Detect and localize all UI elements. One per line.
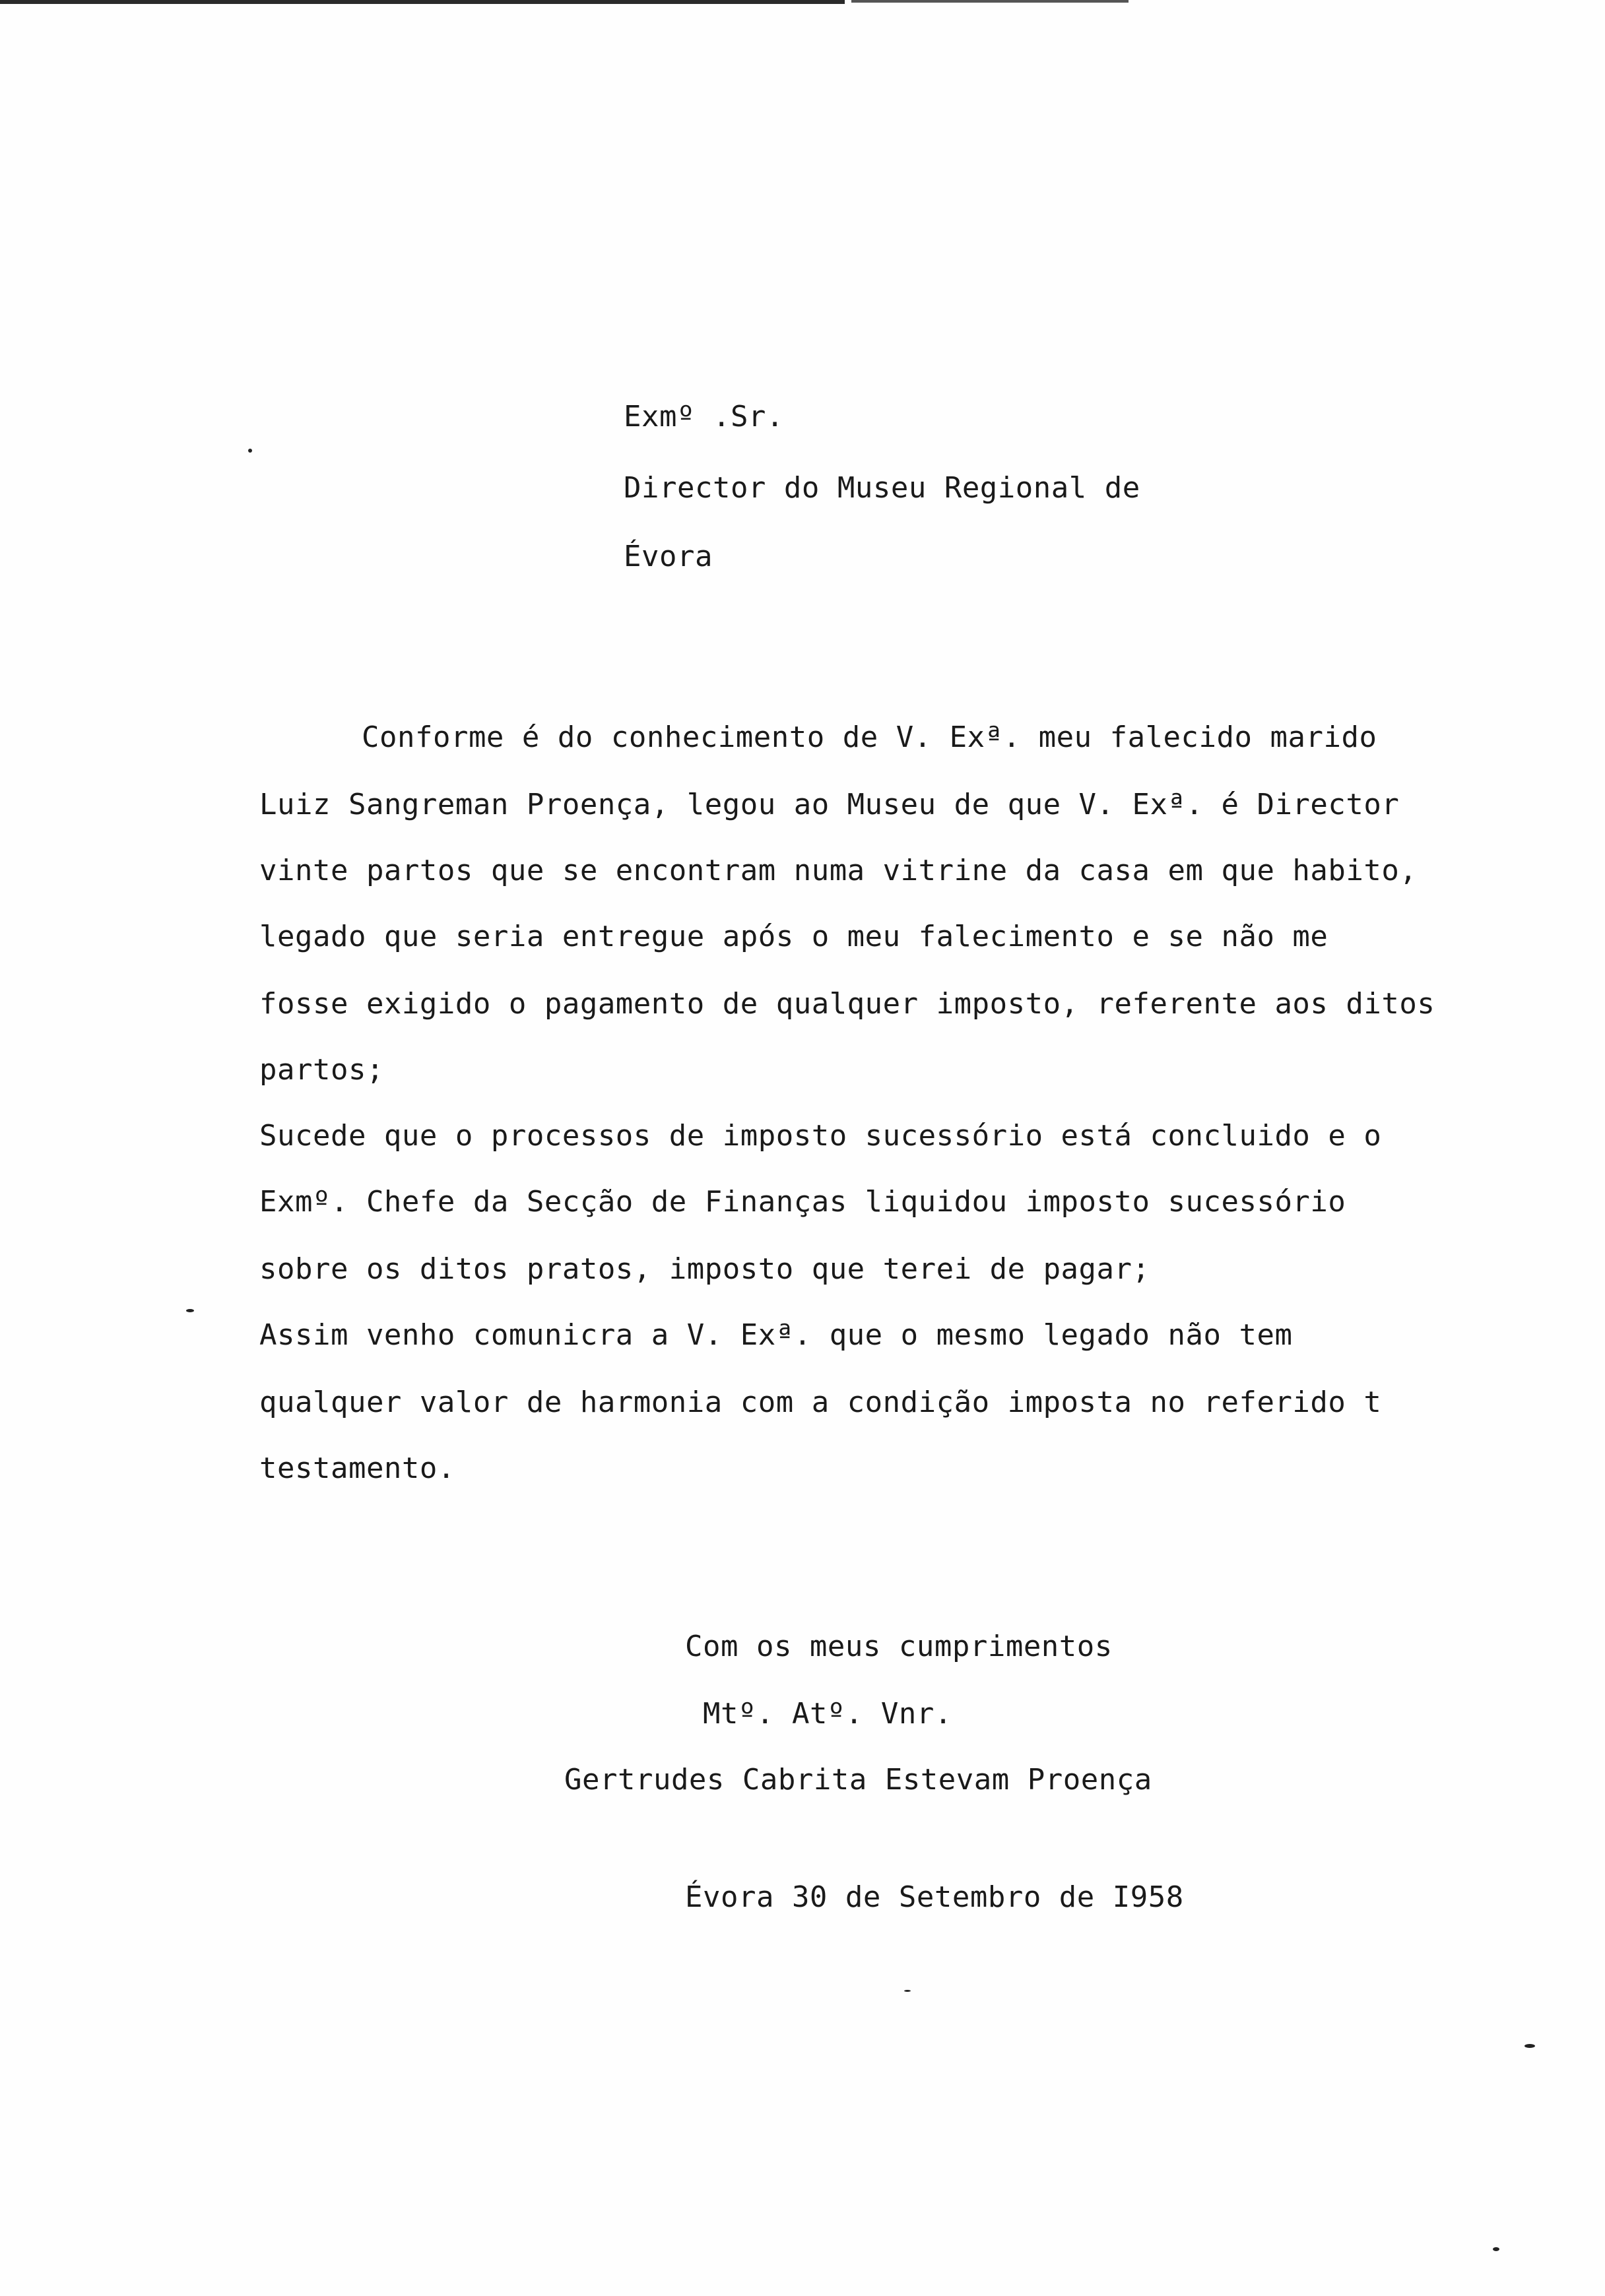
scan-speck [248, 449, 252, 453]
addressee-city: Évora [624, 540, 713, 573]
body-line: Sucede que o processos de imposto sucessório está concluido e o [259, 1119, 1382, 1153]
addressee-title: Director do Museu Regional de [624, 471, 1140, 505]
body-line: Exmº. Chefe da Secção de Finanças liquidou imposto sucessório [259, 1185, 1346, 1219]
body-line: Conforme é do conhecimento de V. Exª. meu falecido marido [362, 720, 1377, 754]
body-line: Assim venho comunicra a V. Exª. que o mesmo legado não tem [259, 1318, 1293, 1352]
top-edge-mark [851, 0, 1129, 3]
body-line: testamento. [259, 1451, 455, 1485]
body-line: qualquer valor de harmonia com a condição imposta no referido t [259, 1386, 1382, 1419]
scan-speck [904, 1990, 911, 1992]
body-line: partos; [259, 1053, 384, 1087]
scan-speck [1524, 2044, 1535, 2048]
body-line: vinte partos que se encontram numa vitrine da casa em que habito, [259, 854, 1418, 887]
scan-speck [186, 1309, 194, 1312]
body-line: sobre os ditos pratos, imposto que terei de pagar; [259, 1252, 1150, 1286]
body-line: Luiz Sangreman Proença, legou ao Museu de que V. Exª. é Director [259, 788, 1400, 821]
top-edge-mark [0, 0, 845, 4]
body-line: legado que seria entregue após o meu falecimento e se não me [259, 920, 1328, 953]
closing-regards: Com os meus cumprimentos [685, 1630, 1113, 1663]
scan-speck [1493, 2247, 1499, 2251]
salutation: Exmº .Sr. [624, 400, 784, 433]
closing-formula: Mtº. Atº. Vnr. [703, 1697, 952, 1731]
signatory-name: Gertrudes Cabrita Estevam Proença [564, 1763, 1152, 1797]
body-line: fosse exigido o pagamento de qualquer imposto, referente aos ditos [259, 987, 1435, 1021]
place-date: Évora 30 de Setembro de I958 [685, 1880, 1184, 1914]
